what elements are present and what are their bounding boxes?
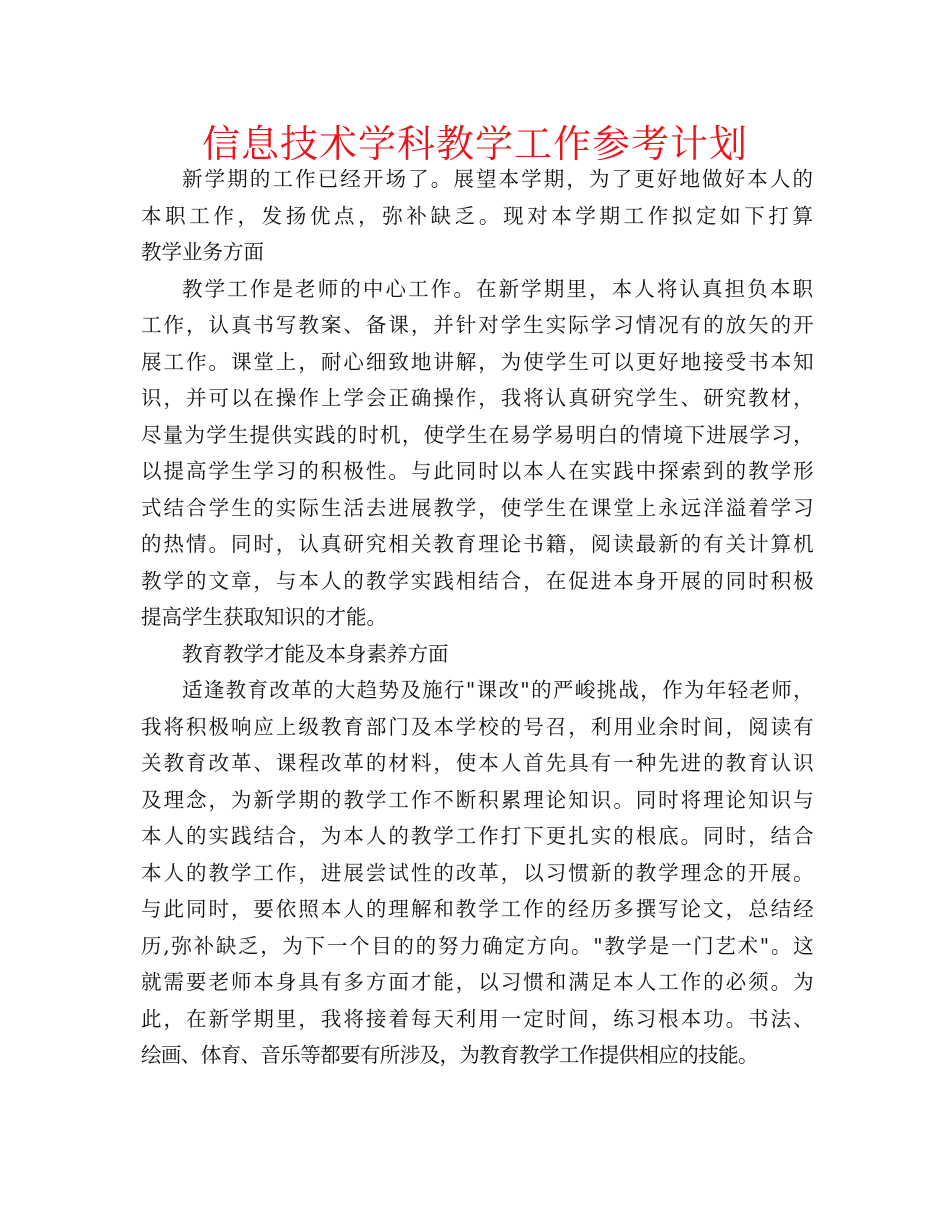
body-line: 本人的教学工作，进展尝试性的改革，以习惯新的教学理念的开展。 [141,860,813,885]
body-line: 工作，认真书写教案、备课，并针对学生实际学习情况有的放矢的开 [141,313,813,337]
body-line: 及理念，为新学期的教学工作不断积累理论知识。同时将理论知识与 [141,787,813,812]
document-body [141,161,813,1074]
body-line: 历,弥补缺乏，为下一个目的的努力确定方向。"教学是一门艺术"。这 [141,933,813,958]
body-line: 我将积极响应上级教育部门及本学校的号召，利用业余时间，阅读有 [141,714,813,739]
document-title: 信息技术学科教学工作参考计划 [201,122,748,166]
body-line: 教学的文章，与本人的教学实践相结合，在促进本身开展的同时积极 [141,568,813,593]
body-line: 本职工作，发扬优点，弥补缺乏。现对本学期工作拟定如下打算 [141,203,813,228]
body-line: 教学工作是老师的中心工作。在新学期里，本人将认真担负本职 [182,276,813,301]
body-line: 绘画、体育、音乐等都要有所涉及，为教育教学工作提供相应的技能。 [141,1043,758,1067]
body-line: 与此同时，要依照本人的理解和教学工作的经历多撰写论文，总结经 [141,897,813,921]
body-line: 提高学生获取知识的才能。 [141,605,387,629]
body-line: 就需要老师本身具有多方面才能，以习惯和满足本人工作的必须。为 [141,970,813,994]
body-line: 此，在新学期里，我将接着每天利用一定时间，练习根本功。书法、 [141,1006,813,1031]
body-line: 尽量为学生提供实践的时机，使学生在易学易明白的情境下进展学习， [141,422,813,447]
section-heading: 教学业务方面 [141,240,264,264]
body-line: 展工作。课堂上，耐心细致地讲解，为使学生可以更好地接受书本知 [141,349,813,374]
body-line: 新学期的工作已经开场了。展望本学期，为了更好地做好本人的 [182,167,813,191]
section-heading: 教育教学才能及本身素养方面 [182,641,449,666]
body-line: 识，并可以在操作上学会正确操作，我将认真研究学生、研究教材， [141,386,813,410]
body-line: 以提高学生学习的积极性。与此同时以本人在实践中探索到的教学形 [141,459,813,483]
body-line: 关教育改革、课程改革的材料，使本人首先具有一种先进的教育认识 [141,751,813,775]
body-line: 式结合学生的实际生活去进展教学，使学生在课堂上永远洋溢着学习 [141,495,813,520]
body-line: 的热情。同时，认真研究相关教育理论书籍，阅读最新的有关计算机 [141,532,813,556]
body-line: 本人的实践结合，为本人的教学工作打下更扎实的根底。同时，结合 [141,824,813,848]
body-line: 适逢教育改革的大趋势及施行"课改"的严峻挑战，作为年轻老师， [182,678,813,702]
